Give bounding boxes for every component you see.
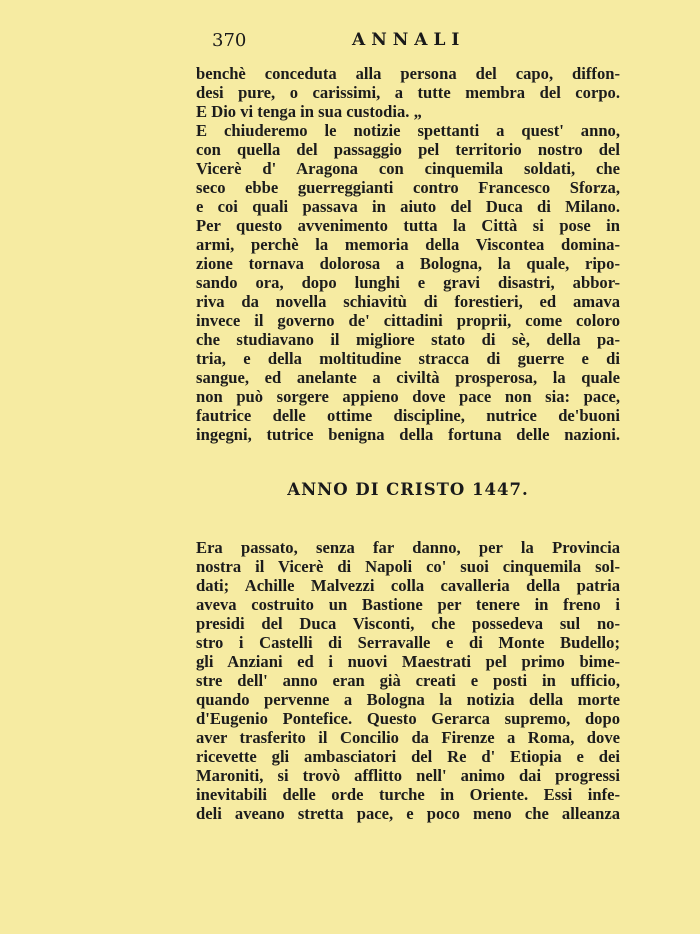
text-line: Vicerè d' Aragona con cinquemila soldati, che: [196, 159, 620, 178]
text-line: fautrice delle ottime discipline, nutrice de'buoni: [196, 406, 620, 425]
text-line: invece il governo de' cittadini proprii, come coloro: [196, 311, 620, 330]
text-line: tria, e della moltitudine stracca di guerre e di: [196, 349, 620, 368]
text-line: con quella del passaggio pel territorio nostro del: [196, 140, 620, 159]
text-line: ricevette gli ambasciatori del Re d' Etiopia e dei: [196, 747, 620, 766]
text-line: Per questo avvenimento tutta la Città si pose in: [196, 216, 620, 235]
text-line: d'Eugenio Pontefice. Questo Gerarca supremo, dopo: [196, 709, 620, 728]
text-line: aver trasferito il Concilio da Firenze a Roma, dove: [196, 728, 620, 747]
page-number: 370: [212, 30, 247, 51]
running-title: ANNALI: [352, 30, 466, 50]
text-line: aveva costruito un Bastione per tenere in freno i: [196, 595, 620, 614]
text-line: inevitabili delle orde turche in Oriente. Essi infe-: [196, 785, 620, 804]
text-line: deli aveano stretta pace, e poco meno che alleanza: [196, 804, 620, 823]
text-line: seco ebbe guerreggianti contro Francesco Sforza,: [196, 178, 620, 197]
text-line: Maroniti, si trovò afflitto nell' animo dai progressi: [196, 766, 620, 785]
text-line: E chiuderemo le notizie spettanti a quest' anno,: [196, 121, 620, 140]
text-line: e coi quali passava in aiuto del Duca di Milano.: [196, 197, 620, 216]
text-line: dati; Achille Malvezzi colla cavalleria della patria: [196, 576, 620, 595]
page-header: [212, 30, 622, 56]
text-line: benchè conceduta alla persona del capo, diffon-: [196, 64, 620, 83]
text-line: quando pervenne a Bologna la notizia della morte: [196, 690, 620, 709]
text-line: presidi del Duca Visconti, che possedeva sul no-: [196, 614, 620, 633]
text-line: sando ora, dopo lunghi e gravi disastri, abbor-: [196, 273, 620, 292]
section-heading: ANNO DI CRISTO 1447.: [287, 480, 529, 499]
text-line: Era passato, senza far danno, per la Provincia: [196, 538, 620, 557]
text-line: che studiavano il migliore stato di sè, della pa-: [196, 330, 620, 349]
text-line: gli Anziani ed i nuovi Maestrati pel primo bime-: [196, 652, 620, 671]
text-line: stre dell' anno eran già creati e posti in ufficio,: [196, 671, 620, 690]
text-line: ingegni, tutrice benigna della fortuna delle nazioni.: [196, 425, 620, 444]
text-line: armi, perchè la memoria della Viscontea domina-: [196, 235, 620, 254]
text-line: desi pure, o carissimi, a tutte membra del corpo.: [196, 83, 620, 102]
text-line: sangue, ed anelante a civiltà prosperosa, la quale: [196, 368, 620, 387]
text-line: stro i Castelli di Serravalle e di Monte Budello;: [196, 633, 620, 652]
paragraph-1: [196, 64, 620, 444]
paragraph-2: [196, 538, 620, 823]
text-line: zione tornava dolorosa a Bologna, la quale, ripo-: [196, 254, 620, 273]
text-line: riva da novella schiavitù di forestieri, ed amava: [196, 292, 620, 311]
text-line: non può sorgere appieno dove pace non sia: pace,: [196, 387, 620, 406]
text-line: E Dio vi tenga in sua custodia. „: [196, 102, 422, 121]
text-line: nostra il Vicerè di Napoli co' suoi cinquemila sol-: [196, 557, 620, 576]
